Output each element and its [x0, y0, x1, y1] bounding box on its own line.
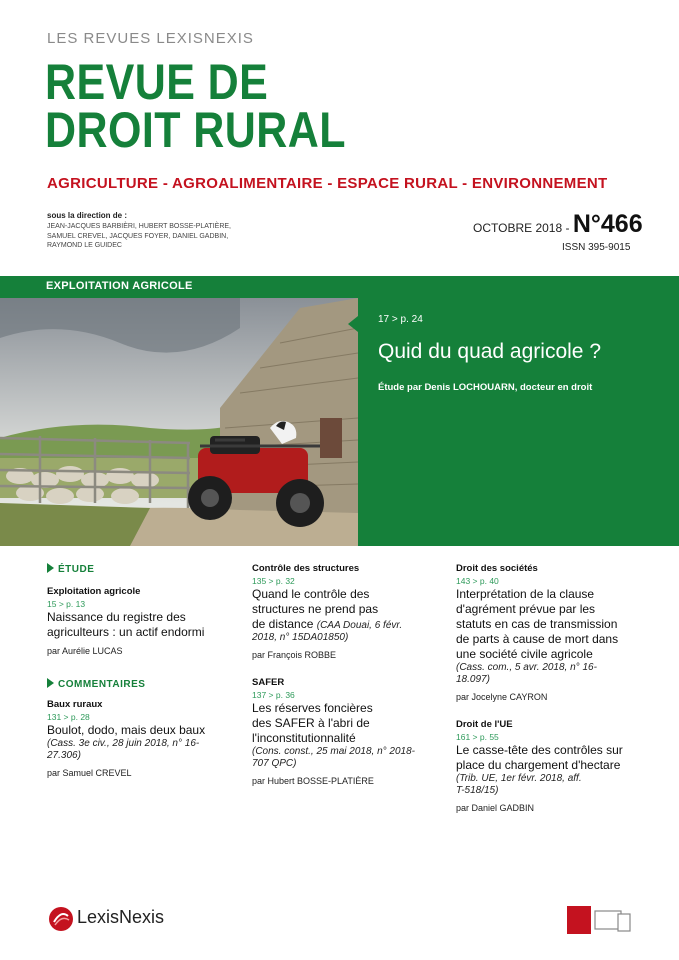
- section-heading-etude: ÉTUDE: [47, 563, 232, 575]
- article-author: par Hubert BOSSE-PLATIÈRE: [252, 776, 374, 786]
- article-author: par Samuel CREVEL: [47, 768, 132, 778]
- devices-icon: [594, 910, 634, 937]
- article-citation: (Cass. com., 5 avr. 2018, n° 16- 18.097): [456, 662, 597, 685]
- article-author: par François ROBBE: [252, 650, 337, 660]
- article-ref: 143 > p. 40: [456, 576, 499, 586]
- article: [456, 719, 651, 813]
- article-author: par Daniel GADBIN: [456, 803, 535, 813]
- feature-title: Quid du quad agricole ?: [378, 340, 601, 363]
- article-title: Boulot, dodo, mais deux baux: [47, 723, 206, 737]
- article-ref: 137 > p. 36: [252, 690, 295, 700]
- feature-banner: [0, 276, 358, 298]
- article-citation: (Cons. const., 25 mai 2018, n° 2018- 707 QPC): [252, 746, 415, 769]
- lexis360-badge-icon: [567, 906, 591, 939]
- feature-ref: 17 > p. 24: [378, 314, 423, 325]
- article-author: par Aurélie LUCAS: [47, 646, 123, 656]
- journal-title: [45, 54, 346, 158]
- direction-label: sous la direction de :: [47, 211, 128, 220]
- cover-photo: [0, 298, 358, 546]
- section-heading-commentaires: COMMENTAIRES: [47, 678, 232, 690]
- feature-pointer: [348, 316, 358, 332]
- article-ref: 131 > p. 28: [47, 712, 90, 722]
- farm-quad-image: [0, 298, 358, 546]
- article-category: SAFER: [252, 677, 285, 688]
- triangle-icon: [47, 563, 54, 573]
- article-category: Contrôle des structures: [252, 563, 360, 574]
- series-name: LES REVUES LEXISNEXIS: [47, 30, 254, 47]
- article-title: Interprétation de la clause d'agrément prévue par les statuts en cas de transmission de parts à cause de mort dans une société civile agricole: [456, 587, 619, 661]
- issue-info: [473, 210, 643, 239]
- article-ref: 161 > p. 55: [456, 732, 499, 742]
- publisher-name: LexisNexis: [77, 907, 165, 927]
- article-author: par Jocelyne CAYRON: [456, 692, 548, 702]
- issn: ISSN 395-9015: [562, 242, 631, 253]
- feature-author: Étude par Denis LOCHOUARN, docteur en droit: [378, 382, 593, 393]
- article-title: Naissance du registre des agriculteurs : un actif endormi: [47, 610, 205, 639]
- column-2: [252, 563, 442, 786]
- column-3: [456, 563, 651, 813]
- article: [456, 563, 651, 702]
- article-category: Droit des sociétés: [456, 563, 538, 574]
- title-line-2: DROIT RURAL: [45, 102, 346, 158]
- article-ref: 135 > p. 32: [252, 576, 295, 586]
- article-citation: (Trib. UE, 1er févr. 2018, aff. T-518/15): [456, 773, 582, 796]
- direction-names-line: SAMUEL CREVEL, JACQUES FOYER, DANIEL GADBIN,: [47, 232, 229, 240]
- article-category: Baux ruraux: [47, 699, 103, 710]
- article: [47, 699, 232, 778]
- article: [47, 586, 232, 656]
- article-category: Exploitation agricole: [47, 586, 141, 597]
- title-line-1: REVUE DE: [45, 54, 269, 110]
- article-category: Droit de l'UE: [456, 719, 513, 730]
- triangle-icon: [47, 678, 54, 688]
- article-title: Le casse-tête des contrôles sur place du chargement d'hectare: [456, 743, 623, 772]
- article-ref: 15 > p. 13: [47, 599, 86, 609]
- direction-names-line: JEAN-JACQUES BARBIÈRI, HUBERT BOSSE-PLATIÈRE,: [47, 223, 231, 230]
- article: [252, 677, 442, 786]
- article-citation: 2018, n° 15DA01850): [252, 632, 349, 643]
- journal-subtitle: AGRICULTURE - AGROALIMENTAIRE - ESPACE RURAL - ENVIRONNEMENT: [47, 175, 608, 192]
- column-1: [47, 563, 232, 778]
- direction-names: [47, 222, 257, 251]
- article: [252, 563, 442, 660]
- issue-date: OCTOBRE 2018 -: [473, 221, 570, 235]
- lexisnexis-logo-icon: [48, 906, 74, 937]
- article-title: Quand le contrôle des structures ne prend pas de distance (CAA Douai, 6 févr.: [252, 587, 403, 631]
- article-citation: (Cass. 3e civ., 28 juin 2018, n° 16- 27.306): [47, 738, 200, 761]
- feature-banner-label: EXPLOITATION AGRICOLE: [46, 280, 193, 292]
- article-title: Les réserves foncières des SAFER à l'abri de l'inconstitutionnalité: [252, 701, 373, 745]
- direction-names-line: RAYMOND LE GUIDEC: [47, 242, 122, 249]
- issue-number: N°466: [572, 210, 643, 238]
